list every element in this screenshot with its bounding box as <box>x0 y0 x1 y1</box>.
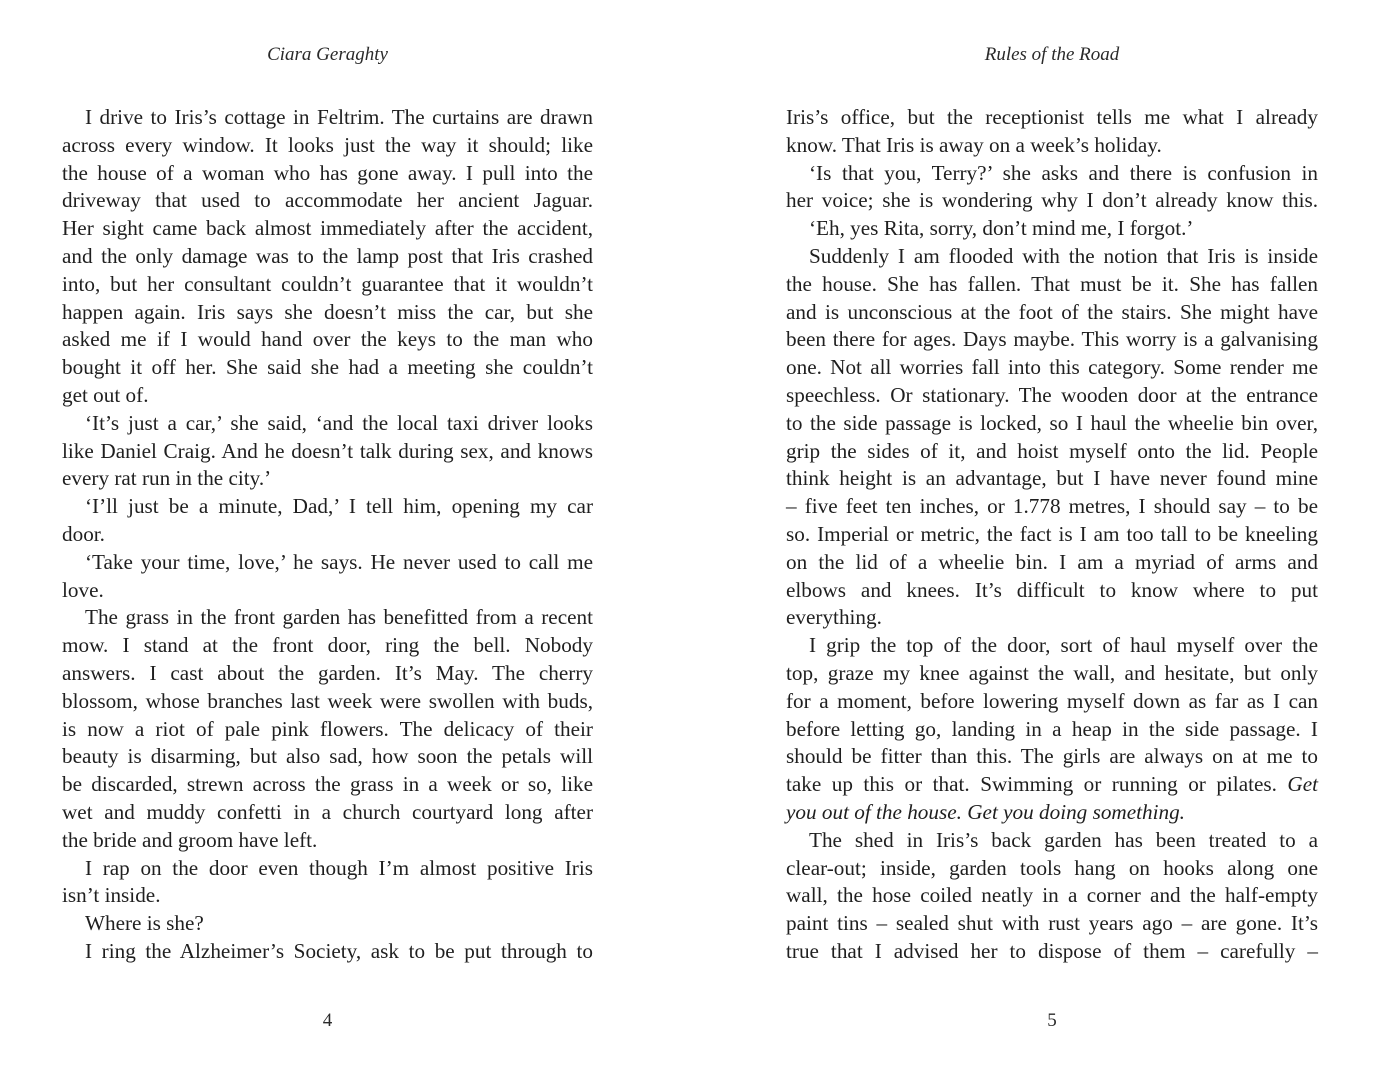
text-line <box>786 855 1318 883</box>
line-text: to the side passage is locked, so I haul the wheelie bin over, <box>786 410 1318 435</box>
text-line <box>62 299 593 327</box>
line-text: I ring the Alzheimer’s Society, ask to be put through to <box>85 938 593 963</box>
line-text: driveway that used to accommodate her ancient Jaguar. <box>62 188 593 213</box>
text-line <box>786 716 1318 744</box>
text-line <box>62 716 593 744</box>
italic-text: Get <box>1287 772 1319 797</box>
line-text: mow. I stand at the front door, ring the bell. Nobody <box>62 633 593 658</box>
line-text: on the lid of a wheelie bin. I am a myriad of arms and <box>786 549 1318 574</box>
line-text: door. <box>62 521 105 546</box>
line-text: get out of. <box>62 382 149 407</box>
line-text: the house. She has fallen. That must be it. She has fallen <box>786 271 1318 296</box>
line-text: I rap on the door even though I’m almost positive Iris <box>85 855 593 880</box>
text-line <box>62 604 593 632</box>
line-text: asked me if I would hand over the keys to the man who <box>62 327 593 352</box>
text-line <box>62 688 593 716</box>
line-text: the bride and groom have left. <box>62 827 318 852</box>
text-line <box>62 855 593 883</box>
line-text: been there for ages. Days maybe. This worry is a galvanising <box>786 327 1318 352</box>
text-line <box>786 577 1318 605</box>
line-text: elbows and knees. It’s difficult to know where to put <box>786 577 1318 602</box>
text-line <box>786 465 1318 493</box>
text-line <box>62 493 593 521</box>
text-line <box>786 660 1318 688</box>
text-line <box>62 910 593 938</box>
line-text: and the only damage was to the lamp post that Iris crashed <box>62 243 593 268</box>
line-text: Her sight came back almost immediately after the accident, <box>62 216 593 241</box>
text-line <box>62 243 593 271</box>
text-line <box>786 438 1318 466</box>
text-line <box>786 410 1318 438</box>
page-number: 4 <box>322 1010 333 1031</box>
line-text: one. Not all worries fall into this category. Some render me <box>786 355 1318 380</box>
italic-text: you out of the house. Get you doing something. <box>786 799 1185 824</box>
line-text: beauty is disarming, but also sad, how soon the petals will <box>62 744 593 769</box>
text-line <box>62 271 593 299</box>
text-line <box>786 132 1318 160</box>
text-line <box>786 688 1318 716</box>
text-line <box>786 160 1318 188</box>
line-text: ‘I’ll just be a minute, Dad,’ I tell him, opening my car <box>85 494 593 519</box>
text-line <box>62 187 593 215</box>
line-text: true that I advised her to dispose of them – carefully – <box>786 938 1318 963</box>
line-text: love. <box>62 577 104 602</box>
text-line <box>786 910 1318 938</box>
line-text: clear-out; inside, garden tools hang on hooks along one <box>786 855 1318 880</box>
text-line <box>62 771 593 799</box>
line-text: wall, the hose coiled neatly in a corner and the half-empty <box>786 883 1318 908</box>
text-line <box>62 354 593 382</box>
line-text: think height is an advantage, but I have never found mine <box>786 466 1318 491</box>
line-text: Iris’s office, but the receptionist tells me what I already <box>786 105 1318 129</box>
line-text: should be fitter than this. The girls are always on at me to <box>786 744 1318 769</box>
text-line <box>786 215 1318 243</box>
text-line <box>786 827 1318 855</box>
text-line <box>786 882 1318 910</box>
text-line <box>786 271 1318 299</box>
text-line <box>62 215 593 243</box>
text-line <box>786 243 1318 271</box>
body-text <box>62 104 593 966</box>
line-text: ‘Eh, yes Rita, sorry, don’t mind me, I forgot.’ <box>809 216 1194 241</box>
line-text: so. Imperial or metric, the fact is I am too tall to be kneeling <box>786 521 1318 546</box>
line-text: isn’t inside. <box>62 883 161 908</box>
line-text: for a moment, before lowering myself down as far as I can <box>786 688 1318 713</box>
text-line <box>786 521 1318 549</box>
text-line <box>786 799 1318 827</box>
line-text: across every window. It looks just the way it should; like <box>62 132 593 157</box>
line-text: take up this or that. Swimming or running or pilates. <box>786 772 1277 797</box>
text-line <box>786 187 1318 215</box>
line-text: Where is she? <box>85 911 204 936</box>
line-text: – five feet ten inches, or 1.778 metres, I should say – to be <box>786 494 1318 519</box>
line-text: like Daniel Craig. And he doesn’t talk during sex, and knows <box>62 438 593 463</box>
line-text: be discarded, strewn across the grass in a week or so, like <box>62 772 593 797</box>
right-page <box>691 0 1382 1080</box>
line-text: The shed in Iris’s back garden has been treated to a <box>809 827 1318 852</box>
text-line <box>62 160 593 188</box>
text-line <box>786 632 1318 660</box>
line-text: grip the sides of it, and hoist myself onto the lid. People <box>786 438 1318 463</box>
text-line <box>62 521 593 549</box>
page-number: 5 <box>1047 1010 1057 1031</box>
text-line <box>62 632 593 660</box>
text-line <box>786 326 1318 354</box>
text-line <box>62 382 593 410</box>
text-line <box>786 604 1318 632</box>
text-line <box>62 410 593 438</box>
text-line <box>62 827 593 855</box>
text-line <box>62 438 593 466</box>
text-line <box>786 743 1318 771</box>
line-text: into, but her consultant couldn’t guarantee that it wouldn’t <box>62 271 593 296</box>
line-text: ‘It’s just a car,’ she said, ‘and the local taxi driver looks <box>85 410 593 435</box>
line-text: paint tins – sealed shut with rust years ago – are gone. It’s <box>786 911 1318 936</box>
text-line <box>786 299 1318 327</box>
running-head-title: Rules of the Road <box>984 44 1120 65</box>
running-head-author: Ciara Geraghty <box>267 44 388 65</box>
text-line <box>62 577 593 605</box>
line-text: ‘Take your time, love,’ he says. He never used to call me <box>85 549 593 574</box>
line-text: is now a riot of pale pink flowers. The delicacy of their <box>62 716 593 741</box>
line-text: The grass in the front garden has benefitted from a recent <box>85 605 593 630</box>
line-text: ‘Is that you, Terry?’ she asks and there is confusion in <box>809 160 1318 185</box>
text-line <box>62 104 593 132</box>
line-text: every rat run in the city.’ <box>62 466 272 491</box>
line-text: speechless. Or stationary. The wooden door at the entrance <box>786 382 1318 407</box>
text-line <box>786 104 1318 132</box>
line-text: her voice; she is wondering why I don’t already know this. <box>786 188 1318 213</box>
line-text: everything. <box>786 605 882 630</box>
text-line <box>786 938 1318 966</box>
line-text: before letting go, landing in a heap in the side passage. I <box>786 716 1318 741</box>
line-text: wet and muddy confetti in a church courtyard long after <box>62 799 593 824</box>
text-line <box>786 493 1318 521</box>
text-line <box>62 938 593 966</box>
text-line <box>786 382 1318 410</box>
text-line <box>62 132 593 160</box>
line-text: bought it off her. She said she had a meeting she couldn’t <box>62 355 593 380</box>
text-line <box>786 354 1318 382</box>
line-text: I grip the top of the door, sort of haul myself over the <box>809 633 1318 658</box>
text-line <box>786 771 1318 799</box>
line-text: answers. I cast about the garden. It’s May. The cherry <box>62 660 593 685</box>
text-line <box>62 882 593 910</box>
line-text: the house of a woman who has gone away. I pull into the <box>62 160 593 185</box>
line-text: Suddenly I am flooded with the notion that Iris is inside <box>809 243 1318 268</box>
body-text <box>786 104 1318 966</box>
line-text: happen again. Iris says she doesn’t miss the car, but she <box>62 299 593 324</box>
line-text: top, graze my knee against the wall, and hesitate, but only <box>786 660 1318 685</box>
text-line <box>62 743 593 771</box>
text-line <box>62 465 593 493</box>
line-text: and is unconscious at the foot of the stairs. She might have <box>786 299 1318 324</box>
text-line <box>62 660 593 688</box>
text-line <box>786 549 1318 577</box>
line-text: blossom, whose branches last week were swollen with buds, <box>62 688 593 713</box>
text-line <box>62 326 593 354</box>
line-text: know. That Iris is away on a week’s holiday. <box>786 132 1162 157</box>
text-line <box>62 549 593 577</box>
line-text: I drive to Iris’s cottage in Feltrim. The curtains are drawn <box>85 105 593 129</box>
text-line <box>62 799 593 827</box>
